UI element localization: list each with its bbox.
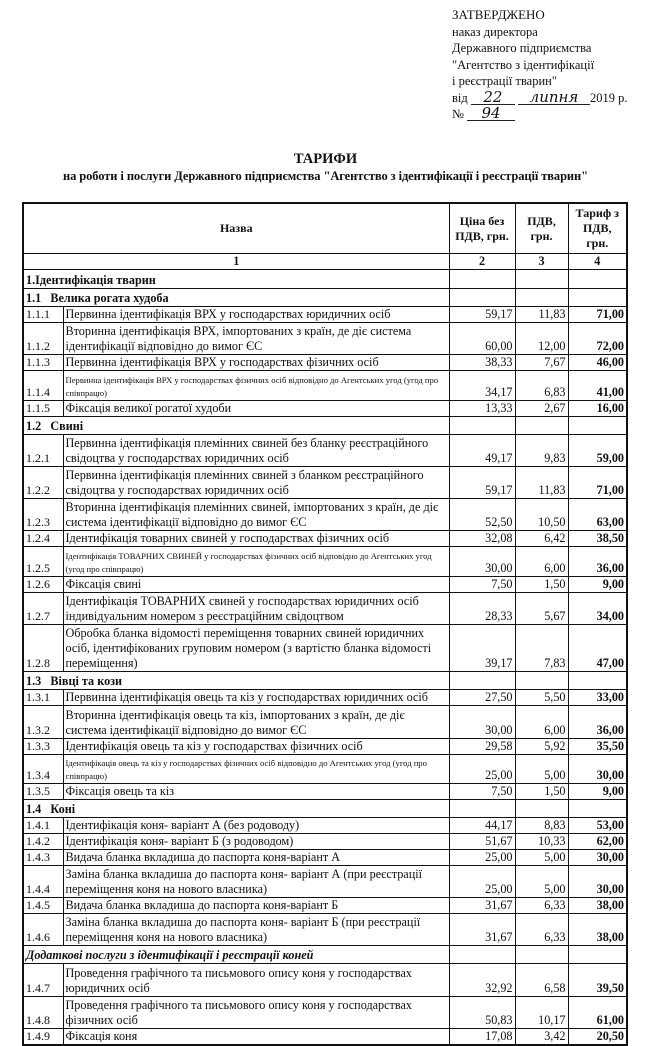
table-row xyxy=(23,784,627,800)
header-vat: ПДВ, грн. xyxy=(515,203,568,254)
row-vat: 5,00 xyxy=(515,866,568,898)
approval-stamp xyxy=(452,7,628,123)
table-row xyxy=(23,850,627,866)
row-price: 52,50 xyxy=(449,499,515,531)
row-vat: 7,67 xyxy=(515,355,568,371)
row-code: 1.2.7 xyxy=(23,593,63,625)
approval-number xyxy=(452,106,628,123)
section-label: Коні xyxy=(50,802,76,816)
row-vat: 3,42 xyxy=(515,1029,568,1046)
row-code: 1.4.5 xyxy=(23,898,63,914)
row-price: 17,08 xyxy=(449,1029,515,1046)
row-code: 1.2.3 xyxy=(23,499,63,531)
section-title xyxy=(23,289,449,307)
row-vat: 11,83 xyxy=(515,307,568,323)
table-row xyxy=(23,818,627,834)
row-tariff: 72,00 xyxy=(568,323,627,355)
row-price: 13,33 xyxy=(449,401,515,417)
section-code: 1.3 xyxy=(26,674,42,688)
date-month-handwritten: липня xyxy=(518,90,590,105)
date-prefix: від xyxy=(452,90,468,105)
table-row xyxy=(23,625,627,672)
row-code: 1.1.2 xyxy=(23,323,63,355)
section-label: Вівці та кози xyxy=(50,674,123,688)
row-tariff: 36,00 xyxy=(568,547,627,577)
row-name: Заміна бланка вкладиша до паспорта коня- варіант А (при реєстрації переміщення коня на нового власника) xyxy=(63,866,449,898)
column-number: 3 xyxy=(515,254,568,270)
section-row xyxy=(23,946,627,964)
row-price: 31,67 xyxy=(449,898,515,914)
row-name: Вторинна ідентифікація ВРХ, імпортованих з країн, де діє система ідентифікації відповідно до вимог ЄС xyxy=(63,323,449,355)
section-row xyxy=(23,800,627,818)
approval-line: "Агентство з ідентифікації xyxy=(452,57,595,72)
section-label: Велика рогата худоба xyxy=(50,291,169,305)
table-row xyxy=(23,706,627,739)
row-name: Вторинна ідентифікація овець та кіз, імпортованих з країн, де діє система ідентифікації відповідно до вимог ЄС xyxy=(63,706,449,739)
row-name: Вторинна ідентифікація племінних свиней, імпортованих з країн, де діє система ідентифікації відповідно до вимог ЄС xyxy=(63,499,449,531)
row-name: Фіксація коня xyxy=(63,1029,449,1046)
row-code: 1.4.3 xyxy=(23,850,63,866)
row-code: 1.4.4 xyxy=(23,866,63,898)
row-name: Проведення графічного та письмового опису коня у господарствах фізичних осіб xyxy=(63,997,449,1029)
section-title xyxy=(23,800,449,818)
row-name: Первинна ідентифікація ВРХ у господарствах фізичних осіб xyxy=(63,355,449,371)
row-code: 1.2.4 xyxy=(23,531,63,547)
row-vat: 1,50 xyxy=(515,577,568,593)
row-price: 28,33 xyxy=(449,593,515,625)
row-tariff: 33,00 xyxy=(568,690,627,706)
row-tariff: 71,00 xyxy=(568,467,627,499)
table-row xyxy=(23,467,627,499)
table-row xyxy=(23,866,627,898)
row-tariff: 9,00 xyxy=(568,784,627,800)
section-code: 1.1 xyxy=(26,291,42,305)
table-row xyxy=(23,755,627,784)
table-row xyxy=(23,355,627,371)
table-row xyxy=(23,531,627,547)
row-tariff: 46,00 xyxy=(568,355,627,371)
row-price: 44,17 xyxy=(449,818,515,834)
row-code: 1.1.4 xyxy=(23,371,63,401)
column-number-row xyxy=(23,254,627,270)
row-vat: 10,17 xyxy=(515,997,568,1029)
approval-line: і реєстрації тварин" xyxy=(452,74,557,88)
row-price: 49,17 xyxy=(449,435,515,467)
header-tariff: Тариф з ПДВ, грн. xyxy=(568,203,627,254)
section-code: 1.4 xyxy=(26,802,42,816)
table-row xyxy=(23,898,627,914)
document-title: ТАРИФИ xyxy=(293,151,358,167)
row-price: 25,00 xyxy=(449,755,515,784)
row-code: 1.3.4 xyxy=(23,755,63,784)
row-name: Фіксація свині xyxy=(63,577,449,593)
table-row xyxy=(23,690,627,706)
number-handwritten: 94 xyxy=(467,106,515,121)
row-code: 1.2.5 xyxy=(23,547,63,577)
row-tariff: 38,00 xyxy=(568,898,627,914)
header-price: Ціна без ПДВ, грн. xyxy=(449,203,515,254)
row-vat: 2,67 xyxy=(515,401,568,417)
row-vat: 5,50 xyxy=(515,690,568,706)
table-row xyxy=(23,739,627,755)
row-vat: 6,58 xyxy=(515,964,568,997)
row-code: 1.4.9 xyxy=(23,1029,63,1046)
table-row xyxy=(23,834,627,850)
row-tariff: 38,50 xyxy=(568,531,627,547)
row-name: Ідентифікація коня- варіант А (без родоводу) xyxy=(63,818,449,834)
table-row xyxy=(23,964,627,997)
row-price: 32,92 xyxy=(449,964,515,997)
row-tariff: 62,00 xyxy=(568,834,627,850)
row-vat: 9,83 xyxy=(515,435,568,467)
number-prefix: № xyxy=(452,107,464,121)
row-tariff: 41,00 xyxy=(568,371,627,401)
row-code: 1.3.3 xyxy=(23,739,63,755)
table-row xyxy=(23,593,627,625)
column-number: 2 xyxy=(449,254,515,270)
row-code: 1.1.5 xyxy=(23,401,63,417)
row-vat: 6,00 xyxy=(515,547,568,577)
row-tariff: 30,00 xyxy=(568,850,627,866)
approval-line: наказ директора xyxy=(452,24,538,39)
row-code: 1.1.1 xyxy=(23,307,63,323)
row-tariff: 35,50 xyxy=(568,739,627,755)
row-name: Заміна бланка вкладиша до паспорта коня- варіант Б (при реєстрації переміщення коня на нового власника) xyxy=(63,914,449,946)
row-code: 1.4.8 xyxy=(23,997,63,1029)
row-name: Первинна ідентифікація ВРХ у господарствах юридичних осіб xyxy=(63,307,449,323)
row-code: 1.3.1 xyxy=(23,690,63,706)
table-header-row xyxy=(23,203,627,254)
header-name: Назва xyxy=(23,203,449,254)
row-vat: 10,33 xyxy=(515,834,568,850)
row-vat: 5,00 xyxy=(515,850,568,866)
row-name: Ідентифікація коня- варіант Б (з родоводом) xyxy=(63,834,449,850)
row-price: 27,50 xyxy=(449,690,515,706)
row-name: Фіксація великої рогатої худоби xyxy=(63,401,449,417)
section-row xyxy=(23,270,627,289)
row-name: Ідентифікація овець та кіз у господарствах фізичних осіб xyxy=(63,739,449,755)
row-price: 32,08 xyxy=(449,531,515,547)
row-code: 1.4.1 xyxy=(23,818,63,834)
row-price: 29,58 xyxy=(449,739,515,755)
row-name: Обробка бланка відомості переміщення товарних свиней юридичних осіб, ідентифікованих груповим номером (з вартістю бланка відомості переміщення) xyxy=(63,625,449,672)
row-price: 39,17 xyxy=(449,625,515,672)
row-tariff: 61,00 xyxy=(568,997,627,1029)
table-row xyxy=(23,914,627,946)
row-vat: 1,50 xyxy=(515,784,568,800)
row-price: 59,17 xyxy=(449,307,515,323)
row-tariff: 63,00 xyxy=(568,499,627,531)
row-name: Проведення графічного та письмового опису коня у господарствах юридичних осіб xyxy=(63,964,449,997)
column-number: 1 xyxy=(23,254,449,270)
row-code: 1.4.7 xyxy=(23,964,63,997)
table-row xyxy=(23,547,627,577)
section-title xyxy=(23,417,449,435)
approval-heading: ЗАТВЕРДЖЕНО xyxy=(452,7,545,22)
row-price: 34,17 xyxy=(449,371,515,401)
row-vat: 6,42 xyxy=(515,531,568,547)
row-code: 1.1.3 xyxy=(23,355,63,371)
row-price: 51,67 xyxy=(449,834,515,850)
row-code: 1.2.6 xyxy=(23,577,63,593)
document-subtitle: на роботи і послуги Державного підприємства "Агентство з ідентифікації і реєстрації тварин" xyxy=(63,169,588,183)
table-row xyxy=(23,371,627,401)
date-day-handwritten: 22 xyxy=(471,90,515,105)
row-vat: 10,50 xyxy=(515,499,568,531)
row-tariff: 30,00 xyxy=(568,755,627,784)
row-price: 7,50 xyxy=(449,577,515,593)
row-price: 25,00 xyxy=(449,866,515,898)
row-name: Первинна ідентифікація племінних свиней з бланком реєстраційного свідоцтва у господарствах юридичних осіб xyxy=(63,467,449,499)
row-price: 59,17 xyxy=(449,467,515,499)
column-number: 4 xyxy=(568,254,627,270)
row-name: Ідентифікація ТОВАРНИХ свиней у господарствах юридичних осіб індивідуальним номером з реєстраційним свідоцтвом xyxy=(63,593,449,625)
table-row xyxy=(23,499,627,531)
row-vat: 5,00 xyxy=(515,755,568,784)
row-name: Видача бланка вкладиша до паспорта коня-варіант Б xyxy=(63,898,449,914)
row-vat: 6,33 xyxy=(515,914,568,946)
row-price: 30,00 xyxy=(449,706,515,739)
table-row xyxy=(23,401,627,417)
row-name: Первинна ідентифікація ВРХ у господарствах фізичних осіб відповідно до Агентських угод (угод про співпрацю) xyxy=(63,371,449,401)
row-tariff: 59,00 xyxy=(568,435,627,467)
row-price: 50,83 xyxy=(449,997,515,1029)
row-code: 1.2.2 xyxy=(23,467,63,499)
row-code: 1.4.6 xyxy=(23,914,63,946)
row-vat: 12,00 xyxy=(515,323,568,355)
section-title xyxy=(23,672,449,690)
section-row xyxy=(23,417,627,435)
row-code: 1.2.8 xyxy=(23,625,63,672)
row-code: 1.3.2 xyxy=(23,706,63,739)
row-vat: 6,00 xyxy=(515,706,568,739)
row-vat: 6,83 xyxy=(515,371,568,401)
tariffs-table xyxy=(22,202,628,1046)
row-tariff: 9,00 xyxy=(568,577,627,593)
section-title: 1.Ідентифікація тварин xyxy=(23,270,449,289)
section-title: Додаткові послуги з ідентифікації і реєстрації коней xyxy=(23,946,449,964)
row-code: 1.4.2 xyxy=(23,834,63,850)
row-price: 30,00 xyxy=(449,547,515,577)
row-name: Первинна ідентифікація овець та кіз у господарствах юридичних осіб xyxy=(63,690,449,706)
row-price: 7,50 xyxy=(449,784,515,800)
table-row xyxy=(23,577,627,593)
row-vat: 7,83 xyxy=(515,625,568,672)
table-row xyxy=(23,997,627,1029)
row-tariff: 34,00 xyxy=(568,593,627,625)
section-row xyxy=(23,289,627,307)
row-price: 31,67 xyxy=(449,914,515,946)
row-price: 38,33 xyxy=(449,355,515,371)
section-label: Свині xyxy=(50,419,84,433)
approval-line: Державного підприємства xyxy=(452,41,592,55)
table-row xyxy=(23,307,627,323)
row-tariff: 53,00 xyxy=(568,818,627,834)
row-tariff: 16,00 xyxy=(568,401,627,417)
row-tariff: 20,50 xyxy=(568,1029,627,1046)
row-vat: 5,67 xyxy=(515,593,568,625)
table-row xyxy=(23,435,627,467)
row-code: 1.3.5 xyxy=(23,784,63,800)
row-vat: 8,83 xyxy=(515,818,568,834)
row-tariff: 30,00 xyxy=(568,866,627,898)
row-tariff: 71,00 xyxy=(568,307,627,323)
row-name: Ідентифікація ТОВАРНИХ СВИНЕЙ у господарствах фізичних осіб відповідно до Агентських угод (угод про співпрацю) xyxy=(63,547,449,577)
table-row xyxy=(23,323,627,355)
row-vat: 6,33 xyxy=(515,898,568,914)
row-name: Первинна ідентифікація племінних свиней без бланку реєстраційного свідоцтва у господарствах юридичних осіб xyxy=(63,435,449,467)
row-tariff: 36,00 xyxy=(568,706,627,739)
row-name: Фіксація овець та кіз xyxy=(63,784,449,800)
row-price: 60,00 xyxy=(449,323,515,355)
row-tariff: 39,50 xyxy=(568,964,627,997)
row-name: Ідентифікація товарних свиней у господарствах фізичних осіб xyxy=(63,531,449,547)
approval-date xyxy=(452,87,628,107)
section-row xyxy=(23,672,627,690)
row-vat: 5,92 xyxy=(515,739,568,755)
date-year: 2019 р. xyxy=(590,90,628,105)
row-vat: 11,83 xyxy=(515,467,568,499)
row-name: Ідентифікація овець та кіз у господарствах фізичних осіб відповідно до Агентських угод (угод про співпрацю) xyxy=(63,755,449,784)
row-code: 1.2.1 xyxy=(23,435,63,467)
row-price: 25,00 xyxy=(449,850,515,866)
section-code: 1.2 xyxy=(26,419,42,433)
row-tariff: 38,00 xyxy=(568,914,627,946)
row-name: Видача бланка вкладиша до паспорта коня-варіант А xyxy=(63,850,449,866)
row-tariff: 47,00 xyxy=(568,625,627,672)
